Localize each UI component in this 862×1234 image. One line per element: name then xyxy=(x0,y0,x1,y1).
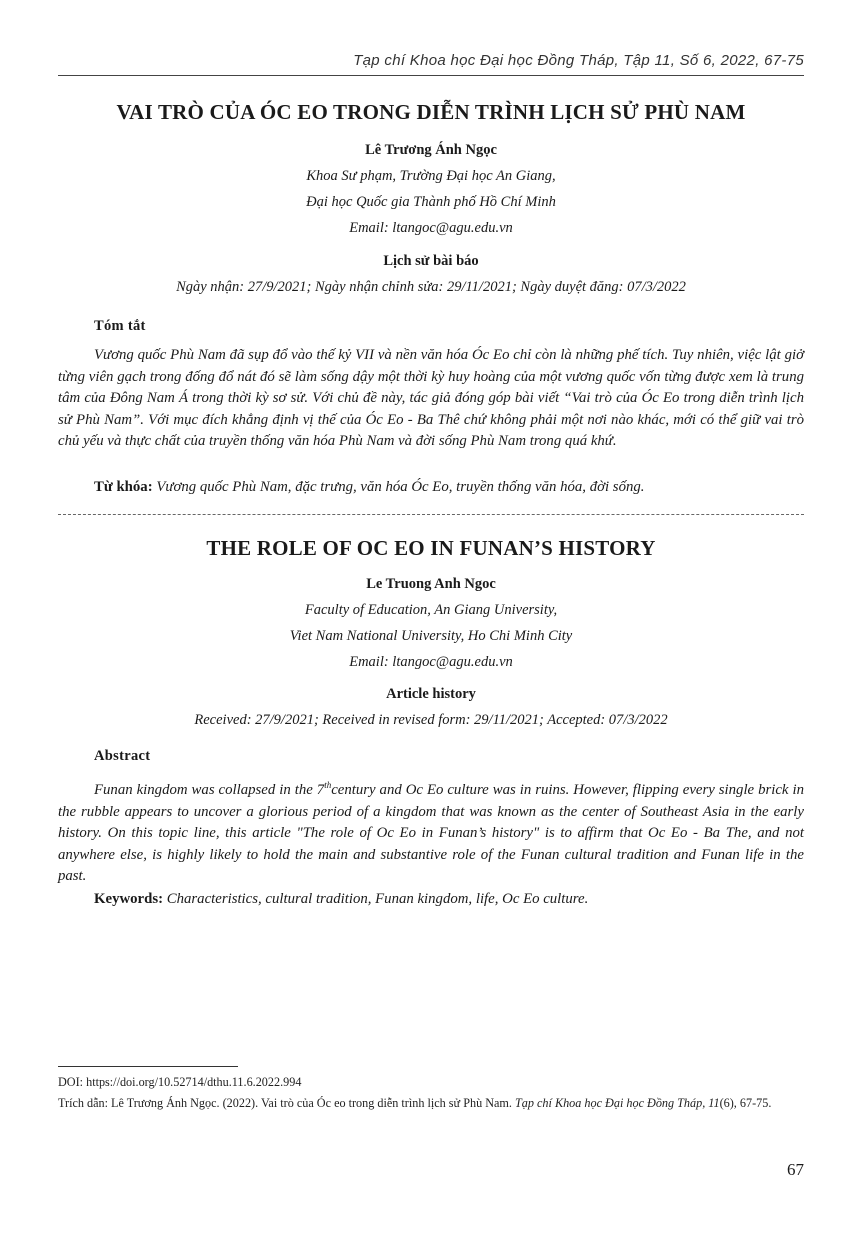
en-history-heading: Article history xyxy=(386,686,476,702)
citation-journal: Tạp chí Khoa học Đại học Đồng Tháp, 11 xyxy=(515,1096,720,1110)
en-keywords-label: Keywords: xyxy=(94,891,164,907)
page-number: 67 xyxy=(787,1160,804,1179)
vi-title: VAI TRÒ CỦA ÓC EO TRONG DIỄN TRÌNH LỊCH SỬ PHÙ NAM xyxy=(116,100,746,124)
en-abstract xyxy=(58,775,804,888)
en-abstract-sup: th xyxy=(324,780,332,790)
vi-abstract-text: Vương quốc Phù Nam đã sụp đổ vào thế kỷ VII và nền văn hóa Óc Eo chỉ còn là những phế tích. Tuy nhiên, việc lật giở từng viên gạch trong đống đổ nát đó sẽ làm sống dậy một thời kỳ huy hoàng của một vương quốc vốn từng được xem là trung tâm của Đông Nam Á trong thời kỳ sơ sử. Với chủ đề này, tác giả đóng góp bài viết “Vai trò của Óc Eo trong diễn trình lịch sử Phù Nam”. Với mục đích khẳng định vị thế của Óc Eo - Ba Thê chứ không phải một nơi nào khác, mới có thể giữ vai trò chủ yếu và thực chất của truyền thống văn hóa Phù Nam và đời sống Phù Nam trong quá khứ. xyxy=(58,347,804,450)
vi-keywords-text: Vương quốc Phù Nam, đặc trưng, văn hóa Óc Eo, truyền thống văn hóa, đời sống. xyxy=(156,479,645,495)
vi-keywords xyxy=(94,479,804,496)
vi-author: Lê Trương Ánh Ngọc xyxy=(365,142,497,158)
en-history: Received: 27/9/2021; Received in revised form: 29/11/2021; Accepted: 07/3/2022 xyxy=(194,712,668,728)
vi-affiliation-2: Đại học Quốc gia Thành phố Hồ Chí Minh xyxy=(306,194,556,210)
en-author: Le Truong Anh Ngoc xyxy=(366,576,496,592)
vi-abstract xyxy=(58,345,804,453)
en-abstract-text-2: century and Oc Eo culture was in ruins. However, flipping every single brick in the rubble appears to uncover a glorious period of a kingdom that was known as the center of Southeast Asia in the early history. On this topic line, this article "The role of Oc Eo in Funan’s history" is to affirm that Oc Eo - Ba The, and not anywhere else, is highly likely to hold the main and substantive role of the Funan cultural tradition and Funan life in the past. xyxy=(58,781,804,885)
vi-email: Email: ltangoc@agu.edu.vn xyxy=(349,220,513,236)
en-keywords xyxy=(94,891,804,908)
vi-abstract-heading: Tóm tắt xyxy=(94,318,146,334)
running-header: Tạp chí Khoa học Đại học Đồng Tháp, Tập 11, Số 6, 2022, 67-75 xyxy=(353,52,804,69)
en-abstract-text-1: Funan kingdom was collapsed in the 7 xyxy=(94,781,325,798)
en-keywords-text: Characteristics, cultural tradition, Funan kingdom, life, Oc Eo culture. xyxy=(166,891,589,907)
footnote-citation xyxy=(58,1094,804,1113)
vi-history: Ngày nhận: 27/9/2021; Ngày nhận chỉnh sửa: 29/11/2021; Ngày duyệt đăng: 07/3/2022 xyxy=(176,279,686,295)
vi-history-heading: Lịch sử bài báo xyxy=(383,253,479,269)
en-title: THE ROLE OF OC EO IN FUNAN’S HISTORY xyxy=(206,536,656,560)
en-affiliation-2: Viet Nam National University, Ho Chi Minh City xyxy=(289,628,573,644)
section-divider xyxy=(58,514,804,515)
vi-keywords-label: Từ khóa: xyxy=(94,479,153,495)
article-page xyxy=(58,0,804,1234)
citation-text: Trích dẫn: Lê Trương Ánh Ngọc. (2022). Vai trò của Óc eo trong diễn trình lịch sử Phù Nam. xyxy=(58,1096,512,1110)
citation-issue: (6), 67-75. xyxy=(719,1096,772,1110)
vi-affiliation-1: Khoa Sư phạm, Trường Đại học An Giang, xyxy=(306,168,556,184)
header-rule xyxy=(58,75,804,76)
footnote-doi: DOI: https://doi.org/10.52714/dthu.11.6.2022.994 xyxy=(58,1075,302,1089)
en-abstract-heading: Abstract xyxy=(94,748,151,764)
en-affiliation-1: Faculty of Education, An Giang University, xyxy=(304,602,558,618)
en-email: Email: ltangoc@agu.edu.vn xyxy=(349,654,513,670)
footnote-rule xyxy=(58,1066,238,1067)
